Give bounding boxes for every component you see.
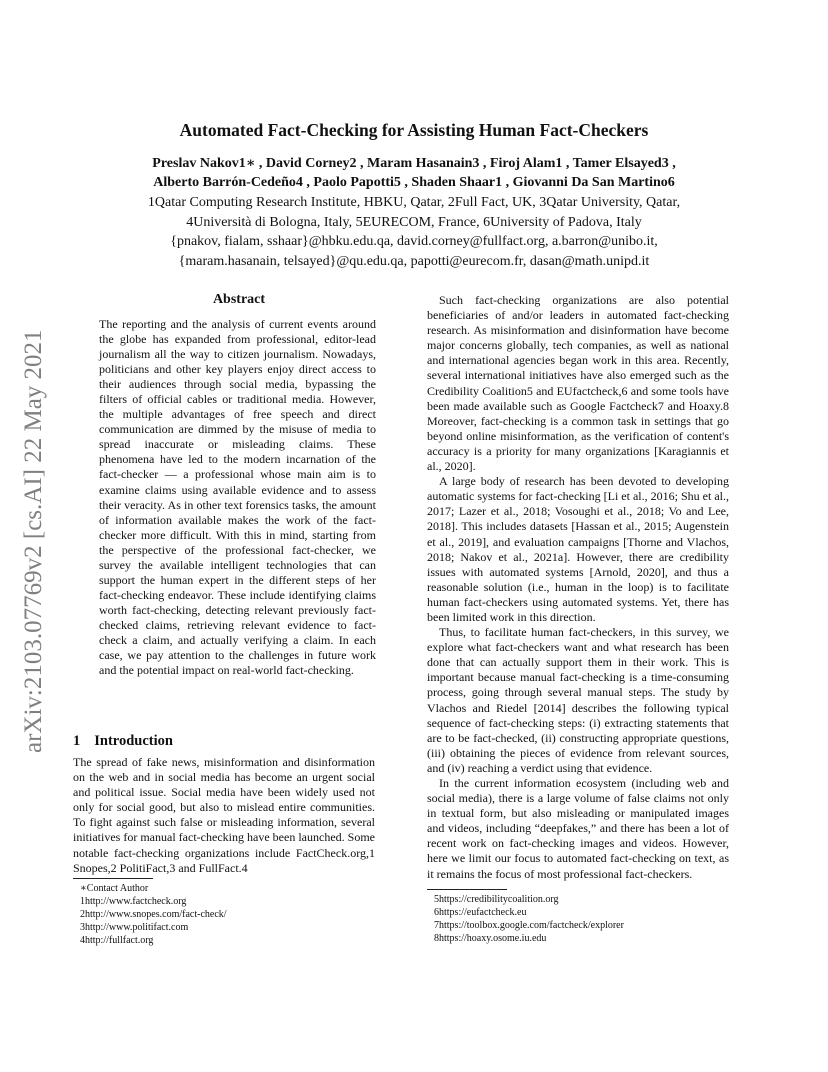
affiliations	[60, 193, 768, 271]
section-title: Introduction	[94, 733, 173, 749]
email-line-1: {pnakov, fialam, sshaar}@hbku.edu.qa, david.corney@fullfact.org, a.barron@unibo.it,	[170, 234, 658, 249]
abstract-heading: Abstract	[212, 292, 266, 307]
section-heading	[73, 733, 187, 750]
footnote-rule-left	[73, 878, 153, 879]
abstract-text: The reporting and the analysis of current events around the globe has expanded from professional, editor-lead journalism all the way to citizen journalism. Nowadays, politicians and other key players enjoy direct access to their audiences through social media, bypassing the filters of official cables or traditional media. However, the multiple advantages of free speech and direct communication are dimmed by the misuse of media to spread inaccurate or misleading claims. These phenomena have led to the modern incarnation of the fact-checker — a professional whose main aim is to examine claims using available evidence and to assess their veracity. As in other text forensics tasks, the amount of information available makes the work of the fact-checker more difficult. With this in mind, starting from the perspective of the professional fact-checker, we survey the available intelligent technologies that can support the human expert in the different steps of her fact-checking endeavor. These include identifying claims worth fact-checking, detecting relevant previously fact-checked claims, retrieving relevant evidence to fact-check a claim, and actually verifying a claim. In each case, we pay attention to the challenges in future work and the potential impact on real-world fact-checking.	[99, 317, 376, 678]
footnote: 1http://www.factcheck.org	[80, 896, 187, 907]
section-number: 1	[73, 733, 81, 749]
footnote: 7https://toolbox.google.com/factcheck/explorer	[434, 920, 624, 931]
footnote: 5https://credibilitycoalition.org	[434, 894, 559, 905]
footnotes-right	[434, 893, 730, 945]
affiliation-line-2: 4Università di Bologna, Italy, 5EURECOM, France, 6University of Padova, Italy	[186, 214, 642, 230]
footnote: 3http://www.politifact.com	[80, 922, 189, 933]
intro-paragraph-1: The spread of fake news, misinformation and disinformation on the web and in social media has become an urgent social and political issue. Social media have been widely used not only for social good, but also to mislead entire communities. To fight against such false or misleading information, several initiatives for manual fact-checking have been launched. Some notable fact-checking organizations include FactCheck.org,1 Snopes,2 PolitiFact,3 and FullFact.4	[73, 755, 375, 875]
email-line-2: {maram.hasanain, telsayed}@qu.edu.qa, papotti@eurecom.fr, dasan@math.unipd.it	[178, 253, 650, 269]
footnote: 8https://hoaxy.osome.iu.edu	[434, 933, 547, 944]
right-paragraph-4: In the current information ecosystem (including web and social media), there is a large volume of false claims not only in textual form, but also misleading or manipulated images and videos, including “deepfakes,” and there has been a lot of recent work on fact-checking images and videos. However, here we limit our focus to automated fact-checking on text, as it remains the focus of most professional fact-checkers.	[427, 776, 729, 881]
right-paragraph-3: Thus, to facilitate human fact-checkers, in this survey, we explore what fact-checkers want and what research has been done that can actually support them in their work. This is important because manual fact-checking is a time-consuming process, going through several manual steps. The study by Vlachos and Riedel [2014] describes the following typical sequence of fact-checking steps: (i) extracting statements that are to be fact-checked, (ii) constructing appropriate questions, (iii) obtaining the pieces of evidence from relevant sources, and (iv) reaching a verdict using that evidence.	[427, 625, 729, 775]
authors-line-2: Alberto Barrón-Cedeño4 , Paolo Papotti5 , Shaden Shaar1 , Giovanni Da San Martino6	[153, 175, 675, 190]
footnote: 4http://fullfact.org	[80, 935, 154, 946]
right-paragraph-2: A large body of research has been devoted to developing automatic systems for fact-checking [Li et al., 2016; Shu et al., 2017; Lazer et al., 2018; Vosoughi et al., 2018; Vo and Lee, 2018]. This includes datasets [Hassan et al., 2015; Augenstein et al., 2019], and evaluation campaigns [Thorne and Vlachos, 2018; Nakov et al., 2021a]. However, there are credibility issues with automated systems [Arnold, 2020], and thus a reasonable solution (i.e., human in the loop) is to facilitate human fact-checkers using automated systems. Yet, there has been limited work in this direction.	[427, 474, 729, 624]
right-column-text	[427, 293, 729, 882]
footnote: 2http://www.snopes.com/fact-check/	[80, 909, 227, 920]
author-list	[60, 154, 768, 192]
authors-line-1: Preslav Nakov1∗ , David Corney2 , Maram Hasanain3 , Firoj Alam1 , Tamer Elsayed3 ,	[152, 156, 676, 171]
paper-title: Automated Fact-Checking for Assisting Human Fact-Checkers	[179, 120, 649, 140]
intro-paragraph	[73, 755, 375, 876]
footnote-rule-right	[427, 889, 507, 890]
affiliation-line-1: 1Qatar Computing Research Institute, HBKU, Qatar, 2Full Fact, UK, 3Qatar University, Qatar,	[147, 195, 681, 210]
footnote: ∗Contact Author	[80, 883, 149, 894]
footnotes-left	[80, 882, 376, 947]
arxiv-side-label: arXiv:2103.07769v2 [cs.AI] 22 May 2021	[20, 329, 47, 753]
right-paragraph-1: Such fact-checking organizations are also potential beneficiaries of and/or leaders in automated fact-checking research. As misinformation and disinformation have become major concerns globally, tech companies, as well as national and international agencies began work in this area. Recently, several international initiatives have also emerged such as the Credibility Coalition5 and EUfactcheck,6 and some tools have been made available such as Google Factcheck7 and Hoaxy.8 Moreover, fact-checking is a common task in settings that go beyond online misinformation, as the verification of content's accuracy is a priority for many organizations [Karagiannis et al., 2020].	[427, 293, 729, 474]
footnote: 6https://eufactcheck.eu	[434, 907, 527, 918]
